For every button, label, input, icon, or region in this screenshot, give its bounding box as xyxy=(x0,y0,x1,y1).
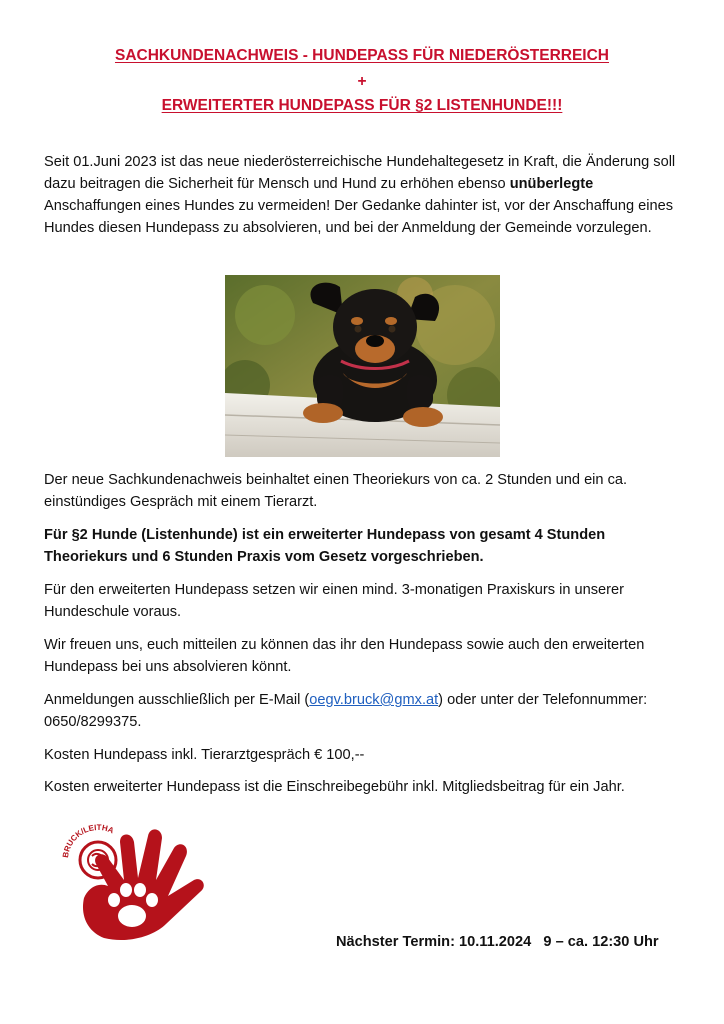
svg-text:BRUCK/LEITHA xyxy=(61,823,115,858)
intro-text-1: Seit 01.Juni 2023 ist das neue niederösterreichische Hundehaltegesetz in Kraft, die Änderung soll dazu beitragen die Sicherheit für Mensch und Hund zu erhöhen ebenso xyxy=(44,154,676,192)
kosten-hundepass: Kosten Hundepass inkl. Tierarztgespräch € 100,-- xyxy=(44,747,365,763)
praxis-paragraph: Für den erweiterten Hundepass setzen wir einen mind. 3-monatigen Praxiskurs in unserer Hundeschule voraus. xyxy=(44,582,624,620)
intro-bold-word: unüberlegte xyxy=(509,176,594,192)
sachkunde-paragraph: Der neue Sachkundenachweis beinhaltet einen Theoriekurs von ca. 2 Stunden und ein ca. einstündiges Gespräch mit einem Tierarzt. xyxy=(44,472,628,510)
anmeldung-text-1: Anmeldungen ausschließlich per E-Mail ( xyxy=(44,692,310,708)
next-date: Nächster Termin: 10.11.2024 9 – ca. 12:30 Uhr xyxy=(336,934,659,950)
sub-heading: ERWEITERTER HUNDEPASS FÜR §2 LISTENHUNDE!!! xyxy=(161,97,563,114)
club-logo xyxy=(58,820,208,950)
main-heading: SACHKUNDENACHWEIS - HUNDEPASS FÜR NIEDERÖSTERREICH xyxy=(114,47,610,64)
kosten-erweitert: Kosten erweiterter Hundepass ist die Einschreibegebühr inkl. Mitgliedsbeitrag für ein Jahr. xyxy=(44,779,625,795)
freuen-paragraph: Wir freuen uns, euch mitteilen zu können das ihr den Hundepass sowie auch den erweiterten Hundepass bei uns absolvieren könnt. xyxy=(44,637,645,675)
anmeldung-paragraph xyxy=(44,689,684,733)
listenhunde-paragraph: Für §2 Hunde (Listenhunde) ist ein erweiterter Hundepass von gesamt 4 Stunden Theoriekurs und 6 Stunden Praxis vom Gesetz vorgeschrieben. xyxy=(44,527,606,565)
logo-text: BRUCK/LEITHA xyxy=(61,822,116,859)
intro-paragraph xyxy=(44,151,684,239)
anmeldung-text-2: ) oder unter der Telefonnummer: 0650/8299375. xyxy=(44,692,648,730)
heading-plus: + xyxy=(357,73,367,90)
intro-text-2: Anschaffungen eines Hundes zu vermeiden! Der Gedanke dahinter ist, vor der Anschaffung eines Hundes diesen Hundepass zu absolvieren, und bei der Anmeldung der Gemeinde vorzulegen. xyxy=(44,198,674,236)
puppy-photo xyxy=(225,275,500,457)
email-link[interactable]: oegv.bruck@gmx.at xyxy=(309,692,439,708)
